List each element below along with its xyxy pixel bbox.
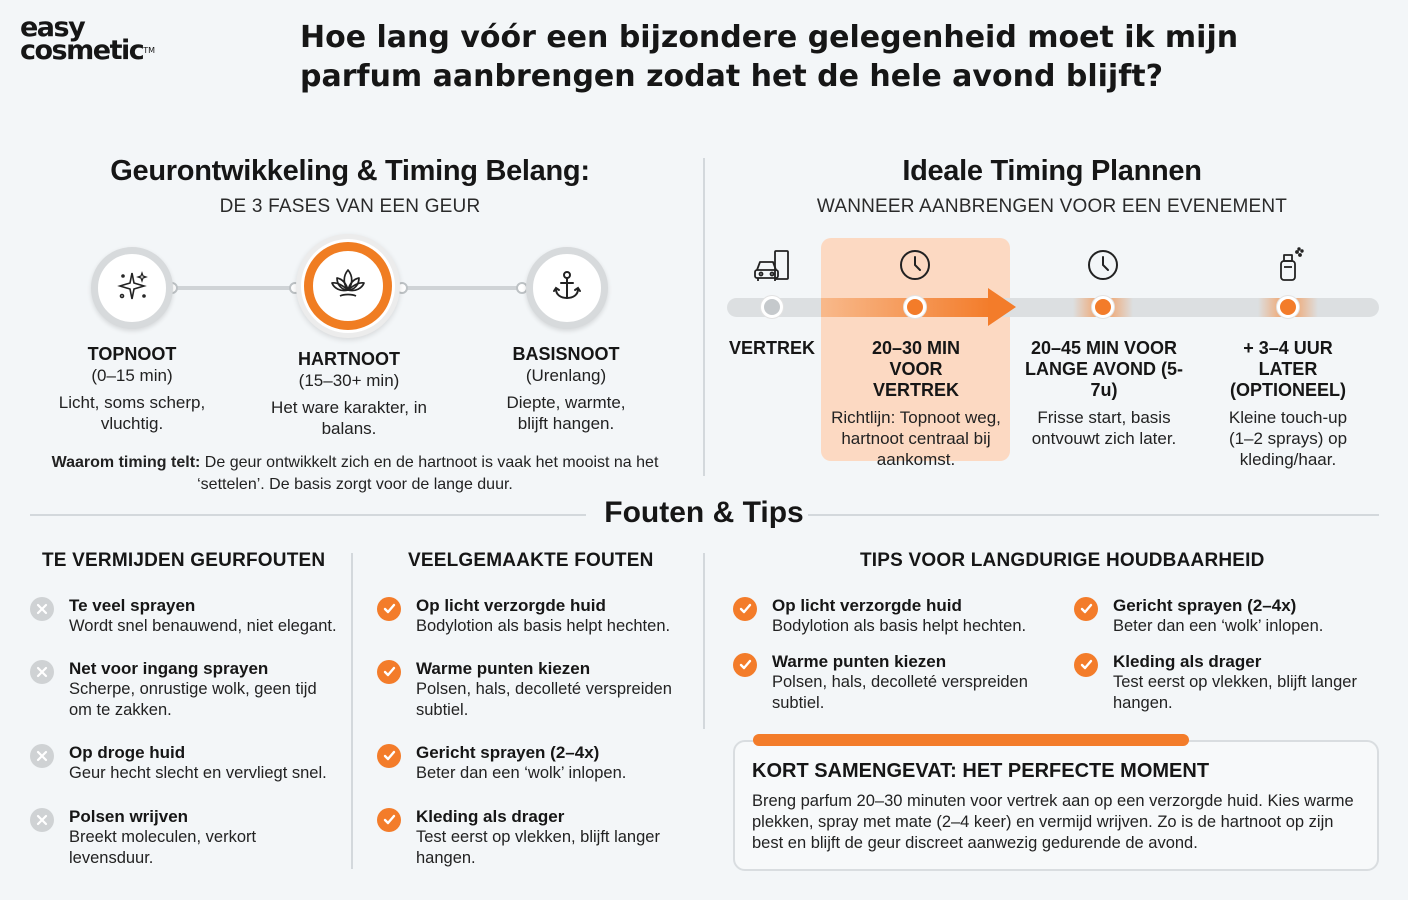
column-divider — [703, 553, 705, 729]
logo-line1: easy — [20, 12, 85, 43]
timeline-step-vertrek — [722, 338, 822, 359]
basisnoot-circle — [526, 247, 608, 329]
timing-subtitle: WANNEER AANBRENGEN VOOR EEN EVENEMENT — [816, 196, 1288, 217]
page-title: Hoe lang vóór een bijzondere gelegenheid moet ik mijn parfum aanbrengen zodat het de hele avond blijft? — [300, 20, 1239, 94]
phase-name: BASISNOOT — [512, 344, 620, 364]
x-icon — [30, 660, 54, 684]
why-label: Waarom timing telt: — [51, 454, 201, 471]
phase-topnoot — [52, 344, 212, 434]
fouten-tips-title: Fouten & Tips — [604, 496, 804, 529]
item-title: Op droge huid — [69, 743, 186, 762]
x-icon — [30, 744, 54, 768]
item-title: Warme punten kiezen — [772, 652, 947, 671]
lotus-flower-icon — [328, 266, 368, 307]
list-item — [30, 742, 345, 784]
clock-icon — [1083, 245, 1123, 285]
item-title: Kleding als drager — [416, 807, 565, 826]
item-desc: Wordt snel benauwend, niet elegant. — [69, 617, 337, 635]
step-label: VERTREK — [728, 338, 815, 358]
phase-name: TOPNOOT — [87, 344, 177, 364]
check-icon — [733, 653, 757, 677]
logo-line2: cosmetic — [20, 35, 144, 66]
phase-desc: Licht, soms scherp, vluchtig. — [58, 393, 206, 433]
list-item — [377, 806, 697, 869]
timeline-arrow — [988, 288, 1016, 326]
brand-logo — [20, 12, 190, 66]
item-desc: Test eerst op vlekken, blijft langer hangen. — [416, 828, 660, 867]
check-icon — [377, 808, 401, 832]
divider-line — [808, 514, 1379, 516]
check-icon — [377, 660, 401, 684]
divider-line — [30, 514, 586, 516]
phases-title: Geurontwikkeling & Timing Belang: — [110, 155, 590, 187]
phases-subtitle: DE 3 FASES VAN EEN GEUR — [219, 196, 481, 217]
list-item — [1074, 651, 1374, 714]
item-title: Op licht verzorgde huid — [416, 596, 606, 615]
x-icon — [30, 597, 54, 621]
clock-icon — [895, 245, 935, 285]
check-icon — [377, 744, 401, 768]
list-item — [30, 806, 345, 869]
timing-title: Ideale Timing Plannen — [902, 155, 1202, 187]
anchor-icon — [550, 269, 584, 308]
why-text: De geur ontwikkelt zich en de hartnoot is vaak het mooist na het ‘settelen’. De basis zorgt voor de lange duur. — [197, 454, 659, 493]
step-desc: Frisse start, basis ontvouwt zich later. — [1031, 408, 1177, 448]
timeline-dot — [1277, 296, 1299, 318]
item-desc: Beter dan een ‘wolk’ inlopen. — [1113, 617, 1324, 635]
item-desc: Breekt moleculen, verkort levensduur. — [69, 828, 257, 867]
list-item — [30, 658, 345, 721]
step-desc: Kleine touch-up (1–2 sprays) op kleding/haar. — [1228, 408, 1348, 469]
item-title: Te veel sprayen — [69, 596, 196, 615]
list-item — [377, 658, 697, 721]
item-title: Net voor ingang sprayen — [69, 659, 269, 678]
x-icon — [30, 808, 54, 832]
sparkle-icon — [115, 269, 149, 308]
hartnoot-circle — [296, 234, 400, 338]
list-item — [1074, 595, 1374, 637]
summary-accent-bar — [753, 734, 1189, 746]
check-icon — [377, 597, 401, 621]
phase-name: HARTNOOT — [298, 349, 400, 369]
item-desc: Beter dan een ‘wolk’ inlopen. — [416, 764, 627, 782]
phase-desc: Het ware karakter, in balans. — [271, 398, 427, 438]
step-desc: Richtlijn: Topnoot weg, hartnoot centraal bij aankomst. — [831, 408, 1001, 469]
item-title: Gericht sprayen (2–4x) — [416, 743, 600, 762]
step-label: 20–45 MIN VOOR LANGE AVOND (5-7u) — [1024, 338, 1183, 400]
check-icon — [1074, 653, 1098, 677]
item-title: Gericht sprayen (2–4x) — [1113, 596, 1297, 615]
list-item — [30, 595, 345, 637]
step-label: 20–30 MIN VOOR VERTREK — [871, 338, 961, 400]
column-divider — [351, 553, 353, 869]
perfume-spray-icon — [1269, 245, 1309, 285]
item-desc: Test eerst op vlekken, blijft langer hangen. — [1113, 673, 1357, 712]
phase-time: (15–30+ min) — [298, 371, 400, 390]
item-desc: Bodylotion als basis helpt hechten. — [772, 617, 1027, 635]
phase-desc: Diepte, warmte, blijft hangen. — [506, 393, 626, 433]
timeline-step-20-45 — [1012, 338, 1196, 449]
car-door-icon — [752, 246, 792, 286]
item-desc: Geur hecht slecht en vervliegt snel. — [69, 764, 327, 782]
list-item — [377, 742, 697, 784]
logo-tm: TM — [143, 46, 156, 55]
phase-time: (Urenlang) — [525, 366, 607, 385]
phase-basisnoot — [490, 344, 642, 434]
section-divider — [703, 158, 705, 476]
why-timing-note — [50, 452, 660, 496]
check-icon — [733, 597, 757, 621]
item-desc: Polsen, hals, decolleté verspreiden subtiel. — [772, 673, 1028, 712]
timeline-dot — [1092, 296, 1114, 318]
item-desc: Scherpe, onrustige wolk, geen tijd om te zakken. — [69, 680, 317, 719]
phase-time: (0–15 min) — [91, 366, 173, 385]
check-icon — [1074, 597, 1098, 621]
phase-hartnoot — [268, 349, 430, 439]
timeline-dot — [761, 296, 783, 318]
col-heading-veelgemaakt: VEELGEMAAKTE FOUTEN — [408, 550, 654, 571]
timeline-step-20-30 — [826, 338, 1006, 470]
list-item — [733, 651, 1063, 714]
timeline-step-touchup — [1212, 338, 1364, 470]
list-item — [377, 595, 697, 637]
summary-text: Breng parfum 20–30 minuten voor vertrek aan op een verzorgde huid. Kies warme plekken, spray met mate (2–4 keer) en vermijd wrijven. Zo is de hartnoot op zijn best en blijft de geur discreet aanwezig gedurende de avond. — [752, 792, 1354, 852]
timeline-dot — [904, 296, 926, 318]
item-desc: Bodylotion als basis helpt hechten. — [416, 617, 671, 635]
col-heading-tips: TIPS VOOR LANGDURIGE HOUDBAARHEID — [860, 550, 1265, 571]
topnoot-circle — [91, 247, 173, 329]
item-desc: Polsen, hals, decolleté verspreiden subtiel. — [416, 680, 672, 719]
item-title: Warme punten kiezen — [416, 659, 591, 678]
col-heading-vermijden: TE VERMIJDEN GEURFOUTEN — [42, 550, 326, 571]
item-title: Kleding als drager — [1113, 652, 1262, 671]
step-label: + 3–4 UUR LATER (OPTIONEEL) — [1230, 338, 1346, 400]
summary-title: KORT SAMENGEVAT: HET PERFECTE MOMENT — [752, 760, 1210, 782]
item-title: Polsen wrijven — [69, 807, 189, 826]
item-title: Op licht verzorgde huid — [772, 596, 962, 615]
list-item — [733, 595, 1063, 637]
